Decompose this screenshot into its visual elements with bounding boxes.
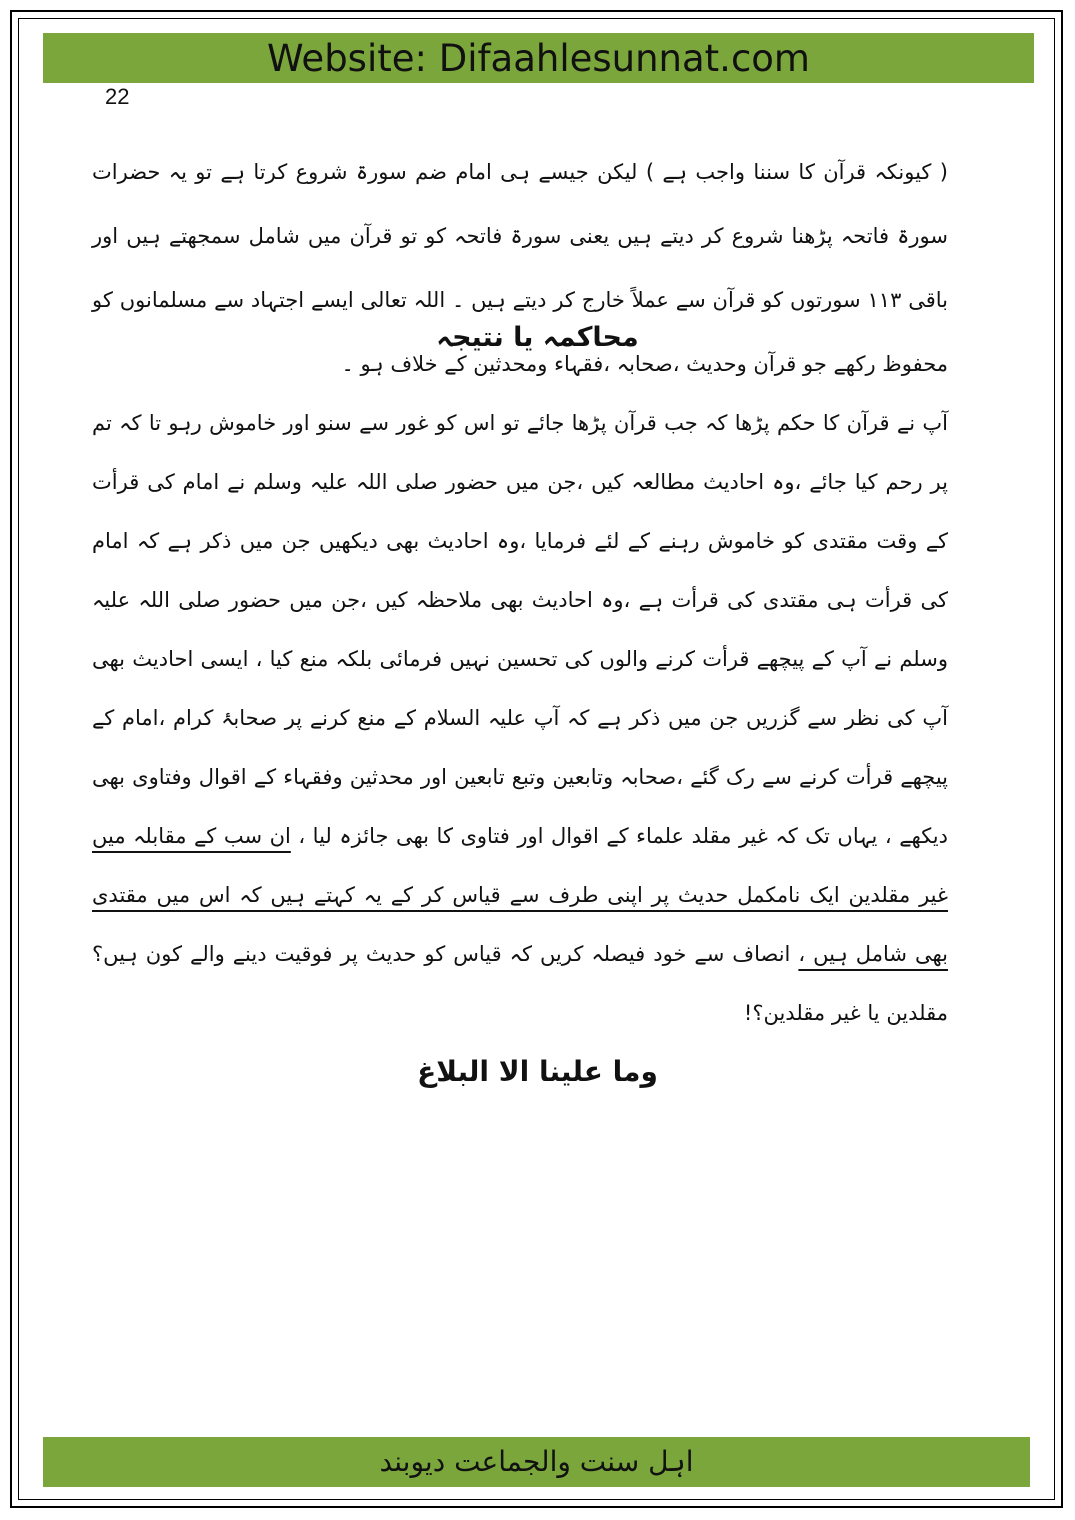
closing-phrase: وما علینا الا البلاغ	[417, 1055, 658, 1088]
page-number: 22	[105, 84, 130, 109]
section-heading: محاکمہ یا نتیجہ	[436, 322, 639, 353]
paragraph-2-part-1: آپ نے قرآن کا حکم پڑھا کہ جب قرآن پڑھا جائے تو اس کو غور سے سنو اور خاموش رہو تا کہ تم پر رحم کیا جائے ،وہ احادیث مطالعہ کیں ،جن میں حضور صلی اللہ علیہ وسلم نے امام کی قرأت کے وقت مقتدی کو خاموش رہنے کے لئے فرمایا ،وہ احادیث بھی دیکھیں جن میں ذکر ہے کہ امام کی قرأت ہی مقتدی کی قرأت ہے ،وہ احادیث بھی ملاحظہ کیں ،جن میں حضور صلی اللہ علیہ وسلم نے آپ کے پیچھے قرأت کرنے والوں کی تحسین نہیں فرمائی بلکہ منع کیا ، ایسی احادیث بھی آپ کی نظر سے گزریں جن میں ذکر ہے کہ آپ علیہ السلام کے منع کرنے پر صحابۂ کرام ،امام کے پیچھے قرأت کرنے سے رک گئے ،صحابہ وتابعین وتبع تابعین اور محدثین وفقہاء کے اقوال وفتاوی بھی دیکھے ، یہاں تک کہ غیر مقلد علماء کے اقوال اور فتاوی کا بھی جائزہ لیا ،	[92, 411, 948, 848]
paragraph-2	[92, 394, 948, 1043]
footer-banner	[43, 1437, 1030, 1487]
header-website-banner	[43, 33, 1034, 83]
footer-text: اہل سنت والجماعت دیوبند	[379, 1445, 694, 1478]
paragraph-2-underlined: ان سب کے مقابلہ میں غیر مقلدین ایک نامکمل حدیث پر اپنی طرف سے قیاس کر کے یہ کہتے ہیں کہ اس میں مقتدی بھی شامل ہیں ،	[92, 824, 948, 966]
website-text: Website: Difaahlesunnat.com	[267, 37, 810, 80]
paragraph-2-part-2: انصاف سے خود فیصلہ کریں کہ قیاس کو حدیث پر فوقیت دینے والے کون ہیں؟ مقلدین یا غیر مقلدین؟!	[92, 942, 948, 1025]
paragraph-1: ( کیونکہ قرآن کا سننا واجب ہے ) لیکن جیسے ہی امام ضم سورۃ شروع کرتا ہے تو یہ حضرات سورۃ فاتحہ پڑھنا شروع کر دیتے ہیں یعنی سورۃ فاتحہ کو تو قرآن میں شامل سمجھتے ہیں اور باقی ۱۱۳ سورتوں کو قرآن سے عملاً خارج کر دیتے ہیں ۔ اللہ تعالی ایسے اجتہاد سے مسلمانوں کو محفوظ رکھے جو قرآن وحدیث ،صحابہ ،فقہاء ومحدثین کے خلاف ہو ۔	[92, 160, 948, 376]
